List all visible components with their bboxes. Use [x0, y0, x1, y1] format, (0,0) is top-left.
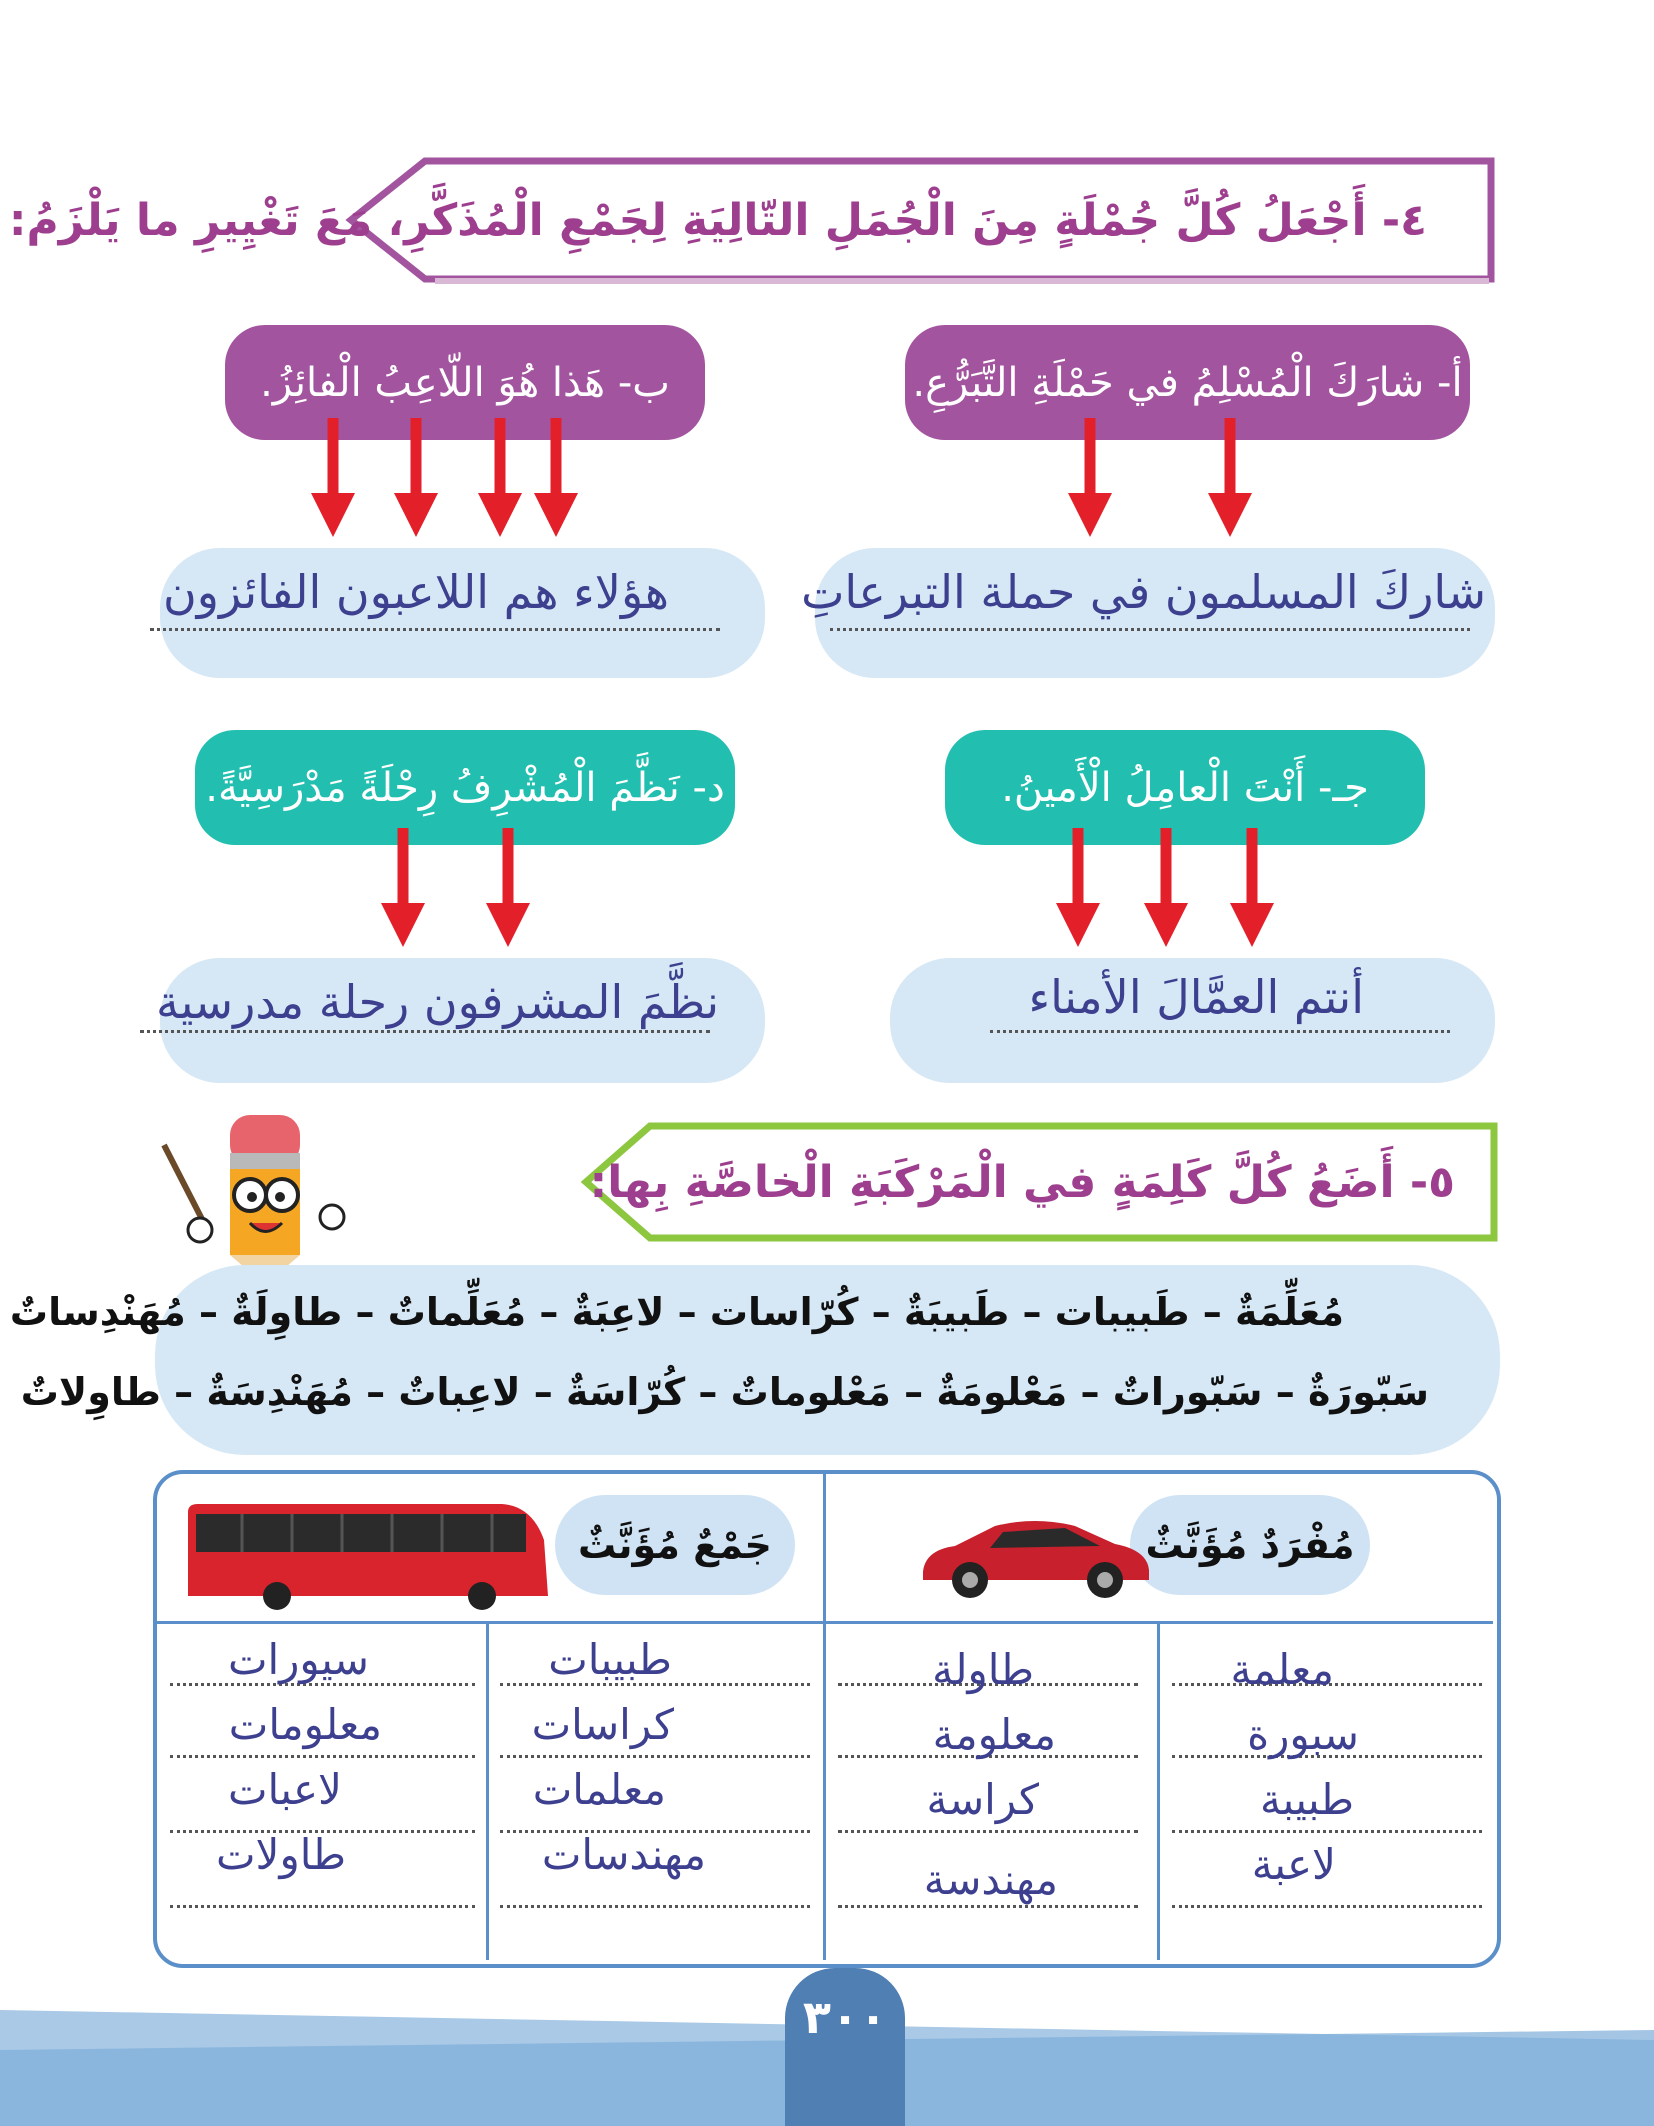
singular-right-cell: سبورة [1247, 1710, 1359, 1759]
plural-right-cell: طبيبات [548, 1635, 672, 1684]
table-header-divider [155, 1621, 1493, 1624]
singular-left-cell: كراسة [926, 1775, 1039, 1824]
q4-item-c-answer: أنتم العمَّالَ الأمناء [1028, 970, 1364, 1024]
plural-feminine-heading-text: جَمْعٌ مُؤَنَّثٌ [578, 1523, 772, 1567]
plural-right-cell: مهندسات [541, 1830, 706, 1879]
plural-feminine-heading [555, 1495, 795, 1595]
singular-right-cell: معلمة [1230, 1645, 1334, 1694]
plural-left-cell: طاولات [216, 1830, 346, 1879]
plural-left-cell: لاعبات [227, 1765, 342, 1814]
plural-right-cell: كراسات [531, 1700, 674, 1749]
q4-item-a-prompt-text: أ- شارَكَ الْمُسْلِمُ في حَمْلَةِ التَّبَرُّعِ. [912, 359, 1463, 406]
pencil-mascot-icon [160, 1105, 360, 1290]
plural-right-cell: معلمات [532, 1765, 666, 1814]
singular-left-cell: معلومة [932, 1710, 1056, 1759]
q5-word-line-2: سَبّورَةٌ – سَبّوراتٌ – مَعْلومَةٌ – مَعْلوماتٌ – كُرّاسَةٌ – لاعِباتٌ – مُهَنْدِسَةٌ – طاوِلاتٌ [20, 1370, 1429, 1414]
q4-item-c-prompt-text: جـ- أَنْتَ الْعامِلُ الْأَمينُ. [1001, 764, 1369, 811]
table-plural-col-divider [486, 1623, 489, 1960]
singular-left-cell: طاولة [932, 1645, 1034, 1694]
q4-item-b-prompt-text: ب- هَذا هُوَ اللّاعِبُ الْفائِزُ. [260, 359, 670, 406]
q4-item-d-prompt-text: د- نَظَّمَ الْمُشْرِفُ رِحْلَةً مَدْرَسِيَّةً. [205, 764, 725, 811]
page-number-text: ٣٠٠ [802, 1990, 888, 2044]
plural-left-cell: سيورات [227, 1635, 369, 1684]
singular-feminine-heading-text: مُفْرَدٌ مُؤَنَّثٌ [1145, 1523, 1355, 1567]
singular-feminine-heading [1130, 1495, 1370, 1595]
singular-right-cell: لاعبة [1251, 1840, 1336, 1889]
page-number [785, 1968, 905, 2126]
q4-instruction: ٤- أَجْعَلُ كُلَّ جُمْلَةٍ مِنَ الْجُمَلِ التّالِيَةِ لِجَمْعِ الْمُذَكَّرِ، مَعَ تَغْيِيرِ ما يَلْزَمُ: [8, 194, 1427, 246]
table-center-divider [823, 1472, 826, 1960]
singular-left-cell: مهندسة [923, 1855, 1058, 1904]
q5-instruction-box [580, 1120, 1500, 1245]
table-singular-col-divider [1157, 1623, 1160, 1960]
q4-item-b-answer: هؤلاء هم اللاعبون الفائزون [163, 565, 669, 619]
q5-word-line-1: مُعَلِّمَةٌ – طَبيبات – طَبيبَةٌ – كُرّاسات – لاعِبَةٌ – مُعَلِّماتٌ – طاوِلَةٌ – مُهَنْدِساتٌ [9, 1290, 1344, 1334]
q5-instruction: ٥- أَضَعُ كُلَّ كَلِمَةٍ في الْمَرْكَبَةِ الْخاصَّةِ بِها: [589, 1157, 1455, 1208]
car-icon [915, 1510, 1155, 1600]
singular-right-cell: طبيبة [1260, 1775, 1354, 1824]
q4-item-a-answer: شاركَ المسلمون في حملة التبرعاتِ [801, 565, 1486, 619]
plural-left-cell: معلومات [228, 1700, 382, 1749]
q4-item-d-answer: نظَّمَ المشرفون رحلة مدرسية [156, 975, 719, 1029]
bus-icon [182, 1500, 552, 1612]
